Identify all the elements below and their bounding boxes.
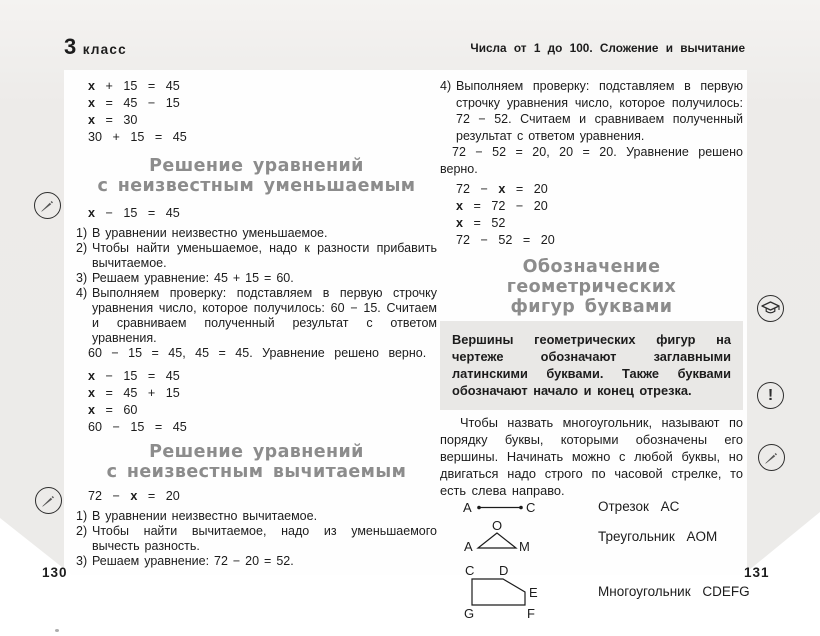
step-item bbox=[76, 524, 437, 554]
step-number: 1) bbox=[76, 226, 88, 240]
step-text: Чтобы найти вычитаемое, надо из уменьшаемого вычесть разность. bbox=[92, 523, 437, 553]
section-title-line: Решение уравнений bbox=[149, 156, 364, 176]
equation-line: x = 60 bbox=[88, 402, 138, 417]
intro-equation-block bbox=[76, 78, 437, 146]
svg-text:E: E bbox=[529, 585, 538, 600]
equation-line: x = 30 bbox=[88, 113, 138, 127]
solution-steps bbox=[76, 509, 437, 569]
equation-line: x + 15 = 45 bbox=[88, 79, 180, 93]
svg-text:A: A bbox=[464, 539, 473, 554]
equation-line: x = 45 − 15 bbox=[88, 96, 180, 110]
geometry-figures bbox=[440, 499, 750, 631]
step-text: Выполняем проверку: подставляем в первую строчку уравнения число, которое получилось: 72 − 52. Считаем и сравниваем полученный результат с ответом уравнения. bbox=[456, 79, 743, 143]
triangle-caption: Треугольник AOM bbox=[598, 529, 718, 544]
step-number: 1) bbox=[76, 508, 88, 523]
step-number: 2) bbox=[76, 241, 88, 255]
solution-steps bbox=[76, 226, 437, 346]
step-number: 4) bbox=[76, 286, 88, 300]
svg-text:M: M bbox=[519, 539, 530, 554]
rule-box: Вершины геометрических фигур на чертеже обозначают заглавными латинскими буквами. Также буквами обозначают начало и конец отрезка. bbox=[440, 321, 743, 410]
chapter-header: Числа от 1 до 100. Сложение и вычитание bbox=[470, 41, 745, 55]
continuation-steps bbox=[440, 78, 743, 144]
svg-text:C: C bbox=[465, 563, 475, 578]
grade-word: класс bbox=[82, 42, 127, 57]
equation-line: 72 − 52 = 20 bbox=[456, 233, 555, 247]
step-text: Выполняем проверку: подставляем в первую строчку уравнения число, которое получилось: 60 − 15. Считаем и сравниваем полученный результат с ответом уравнения. bbox=[92, 286, 437, 345]
step-item bbox=[76, 554, 437, 569]
pencil-icon bbox=[34, 192, 61, 219]
step-item bbox=[76, 226, 437, 241]
page-number-left: 130 bbox=[42, 565, 68, 580]
lead-equation: 72 − x = 20 bbox=[88, 488, 180, 503]
section-title-line: с неизвестным вычитаемым bbox=[106, 461, 407, 482]
page-number-right: 131 bbox=[744, 565, 770, 580]
naming-paragraph: Чтобы назвать многоугольник, называют по порядку буквы, которыми обозначены его вершины. Начинать можно с любой буквы, но двигаться надо строго по часовой стрелке, то есть слева направо. bbox=[440, 415, 743, 498]
step-item bbox=[76, 241, 437, 271]
equation-line: x = 52 bbox=[456, 216, 506, 230]
step-item bbox=[440, 78, 743, 144]
section-title-unknown-minuend bbox=[76, 156, 437, 196]
equation-line: x = 72 − 20 bbox=[456, 199, 548, 213]
step-text: В уравнении неизвестно вычитаемое. bbox=[92, 508, 318, 523]
solution-equation-block bbox=[76, 368, 437, 436]
step-item bbox=[76, 271, 437, 286]
section-title-line: Решение уравнений bbox=[149, 441, 364, 462]
check-result: 72 − 52 = 20, 20 = 20. Уравнение решено верно. bbox=[440, 145, 743, 176]
check-result: 60 − 15 = 45, 45 = 45. Уравнение решено верно. bbox=[88, 346, 427, 360]
step-number: 3) bbox=[76, 271, 88, 285]
step-text: Решаем уравнение: 72 − 20 = 52. bbox=[92, 553, 294, 568]
exclamation-icon: ! bbox=[757, 382, 784, 409]
step-number: 2) bbox=[76, 523, 88, 538]
section-title-line: фигур буквами bbox=[510, 297, 673, 317]
section-title-geometry bbox=[440, 257, 743, 317]
equation-line: 72 − x = 20 bbox=[456, 182, 548, 196]
svg-text:O: O bbox=[492, 518, 503, 533]
step-number: 3) bbox=[76, 553, 88, 568]
triangle-figure bbox=[464, 518, 530, 554]
svg-text:F: F bbox=[527, 606, 535, 621]
grade-number: 3 bbox=[64, 34, 77, 59]
graduation-cap-icon bbox=[757, 295, 784, 322]
step-item bbox=[76, 509, 437, 524]
lead-equation: x − 15 = 45 bbox=[88, 206, 180, 220]
step-text: Решаем уравнение: 45 + 15 = 60. bbox=[92, 271, 294, 285]
section-title-line: Обозначение геометрических bbox=[506, 257, 677, 297]
section-title-unknown-subtrahend bbox=[76, 442, 437, 482]
solution-equation-block bbox=[440, 181, 743, 249]
pencil-icon bbox=[758, 444, 785, 471]
step-number: 4) bbox=[440, 79, 452, 93]
equation-line: 60 − 15 = 45 bbox=[88, 419, 187, 434]
polygon-caption: Многоугольник CDEFG bbox=[598, 584, 750, 599]
equation-line: x − 15 = 45 bbox=[88, 368, 180, 383]
svg-text:C: C bbox=[526, 500, 536, 515]
step-item bbox=[76, 286, 437, 346]
svg-text:G: G bbox=[464, 606, 475, 621]
scan-artifact-dot bbox=[55, 629, 59, 632]
section-title-line: с неизвестным уменьшаемым bbox=[97, 176, 416, 196]
step-text: В уравнении неизвестно уменьшаемое. bbox=[92, 226, 328, 240]
grade-header bbox=[64, 34, 127, 60]
geometry-figures-drawing bbox=[455, 499, 550, 627]
segment-figure bbox=[463, 500, 535, 515]
segment-caption: Отрезок AC bbox=[598, 499, 680, 514]
right-page-column bbox=[440, 70, 750, 631]
svg-text:D: D bbox=[499, 563, 509, 578]
svg-text:A: A bbox=[463, 500, 472, 515]
step-text: Чтобы найти уменьшаемое, надо к разности прибавить вычитаемое. bbox=[92, 241, 437, 270]
equation-line: x = 45 + 15 bbox=[88, 385, 180, 400]
pencil-icon bbox=[35, 487, 62, 514]
polygon-figure bbox=[464, 563, 538, 621]
left-page-column bbox=[76, 70, 437, 569]
equation-line: 30 + 15 = 45 bbox=[88, 130, 187, 144]
